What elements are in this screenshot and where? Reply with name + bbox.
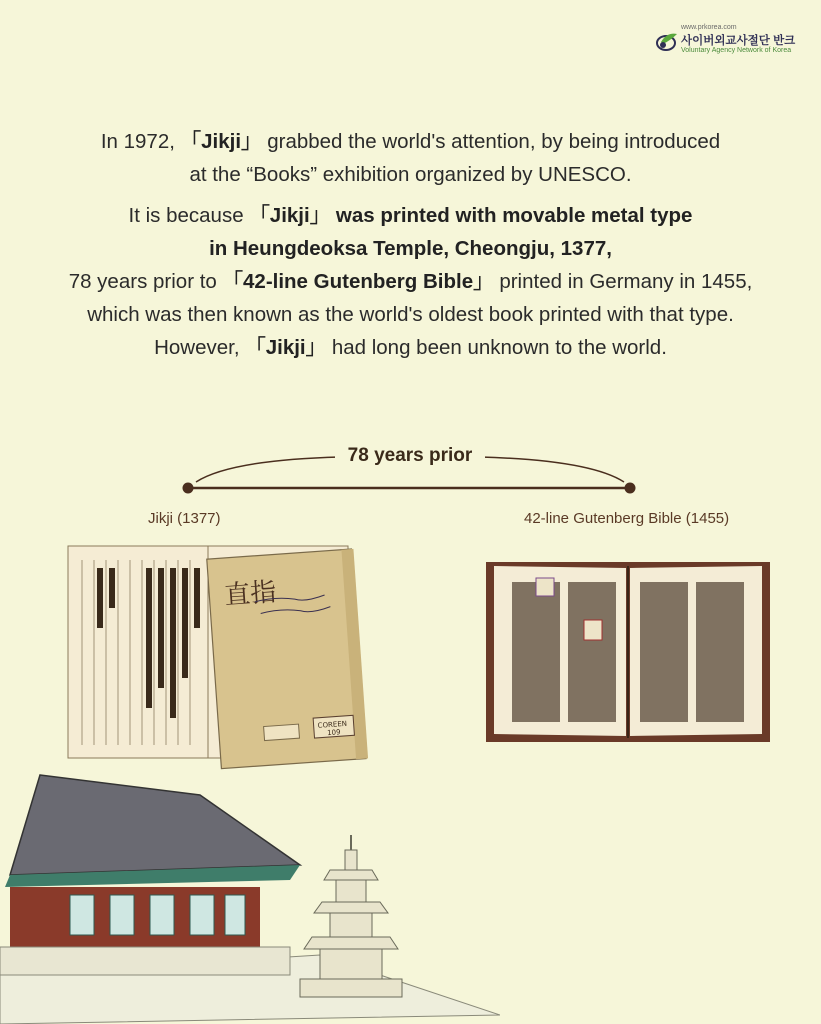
gutenberg-bible-image [484,560,774,744]
paragraph2-line3: 78 years prior to 「42-line Gutenberg Bible」 printed in Germany in 1455, [68,270,753,293]
paragraph2-line2: in Heungdeoksa Temple, Cheongju, 1377, [209,237,612,260]
vank-logo [655,24,805,56]
timeline-start-dot [183,483,194,494]
main-text [0,125,821,364]
paragraph2-line1: It is because 「Jikji」 was printed with movable metal type [128,204,693,227]
timeline-graphic [0,430,821,510]
jikji-cover-title: 直指 [223,577,278,611]
paragraph1-line1: In 1972, 「Jikji」 grabbed the world's attention, by being introduced [100,130,721,153]
jikji-book-image [64,540,394,780]
timeline-end-dot [625,483,636,494]
timeline [0,430,821,540]
logo-url: www.prkorea.com [681,24,737,31]
globe-leaf-icon [655,30,679,52]
jikji-stamp: COREEN [317,719,348,730]
logo-english-name: Voluntary Agency Network of Korea [681,47,792,54]
timeline-right-label: 42-line Gutenberg Bible (1455) [524,510,730,527]
timeline-label: 78 years prior [335,445,485,467]
logo-korean-name: 사이버외교사절단 반크 [681,35,796,47]
jikji-number: 109 [326,728,341,738]
paragraph2-line5: However, 「Jikji」 had long been unknown to the world. [154,336,667,359]
paragraph1-line2: at the “Books” exhibition organized by UNESCO. [189,163,632,186]
temple-illustration [0,755,500,1024]
timeline-left-label: Jikji (1377) [148,510,221,527]
paragraph2-line4: which was then known as the world's oldest book printed with that type. [87,303,734,326]
